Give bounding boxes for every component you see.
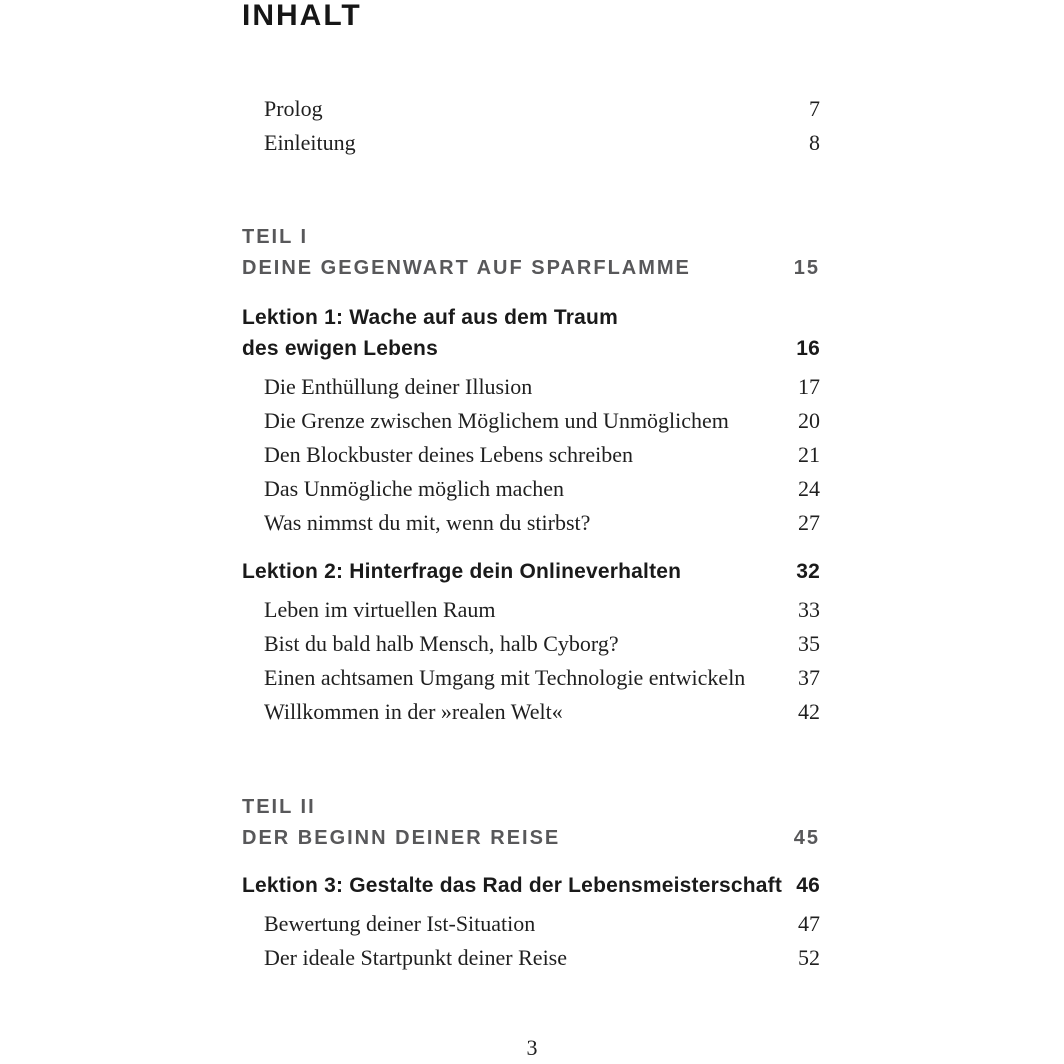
toc-entry [242, 472, 820, 506]
lesson-2-page-number: 32 [796, 560, 820, 583]
front-matter-list [242, 92, 820, 160]
toc-entry-label: Den Blockbuster deines Lebens schreiben [264, 442, 633, 467]
lesson-3-items [242, 907, 820, 975]
part-2-page-number: 45 [793, 827, 820, 849]
lesson-1-heading-lines [242, 302, 618, 364]
lesson-2-title: Lektion 2: Hinterfrage dein Onlineverhalten [242, 560, 682, 583]
lesson-3-page-number: 46 [796, 874, 820, 897]
lesson-1-items [242, 370, 820, 540]
part-2-heading [242, 792, 820, 854]
toc-entry-label: Die Enthüllung deiner Illusion [264, 374, 533, 399]
toc-entry [242, 370, 820, 404]
lesson-3-heading [242, 870, 820, 901]
part-1-page-number: 15 [793, 257, 820, 279]
toc-entry-label: Bist du bald halb Mensch, halb Cyborg? [264, 631, 619, 656]
toc-entry-label: Einleitung [264, 130, 356, 155]
toc-entry-label: Willkommen in der »realen Welt« [264, 699, 563, 724]
toc-entry-page-number: 33 [798, 597, 820, 622]
toc-entry [242, 438, 820, 472]
toc-entry-label: Prolog [264, 96, 323, 121]
toc-entry-page-number: 27 [798, 510, 820, 535]
part-2-heading-lines [242, 792, 560, 854]
lesson-3-heading-lines [242, 870, 782, 901]
toc-entry [242, 695, 820, 729]
page-title: INHALT [242, 0, 362, 32]
toc-entry-einleitung [242, 126, 820, 160]
toc-entry-label: Einen achtsamen Umgang mit Technologie entwickeln [264, 665, 746, 690]
lesson-2-heading-lines [242, 556, 681, 587]
lesson-2-items [242, 593, 820, 729]
part-2-kicker: TEIL II [242, 796, 316, 818]
lesson-3-title: Lektion 3: Gestalte das Rad der Lebensmeisterschaft [242, 874, 783, 897]
toc-entry [242, 907, 820, 941]
toc-entry [242, 941, 820, 975]
toc-entry-label: Die Grenze zwischen Möglichem und Unmöglichem [264, 408, 729, 433]
toc-entry-page-number: 8 [809, 130, 820, 155]
toc-entry-label: Das Unmögliche möglich machen [264, 476, 564, 501]
toc-entry-page-number: 47 [798, 911, 820, 936]
toc-entry-label: Was nimmst du mit, wenn du stirbst? [264, 510, 591, 535]
toc-content [242, 0, 820, 975]
toc-entry-label: Leben im virtuellen Raum [264, 597, 496, 622]
toc-entry-page-number: 7 [809, 96, 820, 121]
lesson-1-title-line-1: Lektion 1: Wache auf aus dem Traum [242, 306, 618, 329]
toc-entry [242, 661, 820, 695]
toc-entry-page-number: 52 [798, 945, 820, 970]
toc-entry-page-number: 35 [798, 631, 820, 656]
toc-entry-page-number: 17 [798, 374, 820, 399]
toc-entry-page-number: 20 [798, 408, 820, 433]
lesson-1-heading [242, 302, 820, 364]
toc-entry-page-number: 21 [798, 442, 820, 467]
toc-entry [242, 627, 820, 661]
toc-entry-page-number: 42 [798, 699, 820, 724]
toc-entry [242, 506, 820, 540]
toc-entry [242, 404, 820, 438]
part-2-title: DER BEGINN DEINER REISE [242, 827, 561, 849]
lesson-2-heading [242, 556, 820, 587]
part-1-heading [242, 222, 820, 284]
toc-entry-label: Bewertung deiner Ist-Situation [264, 911, 536, 936]
lesson-1-page-number: 16 [796, 337, 820, 360]
toc-entry-page-number: 37 [798, 665, 820, 690]
toc-entry-label: Der ideale Startpunkt deiner Reise [264, 945, 568, 970]
part-1-heading-lines [242, 222, 691, 284]
page-folio-number: 3 [526, 1035, 538, 1060]
part-1-kicker: TEIL I [242, 226, 309, 248]
part-1-title: DEINE GEGENWART AUF SPARFLAMME [242, 257, 691, 279]
toc-entry-page-number: 24 [798, 476, 820, 501]
toc-entry-prolog [242, 92, 820, 126]
lesson-1-title-line-2: des ewigen Lebens [242, 337, 438, 360]
toc-entry [242, 593, 820, 627]
